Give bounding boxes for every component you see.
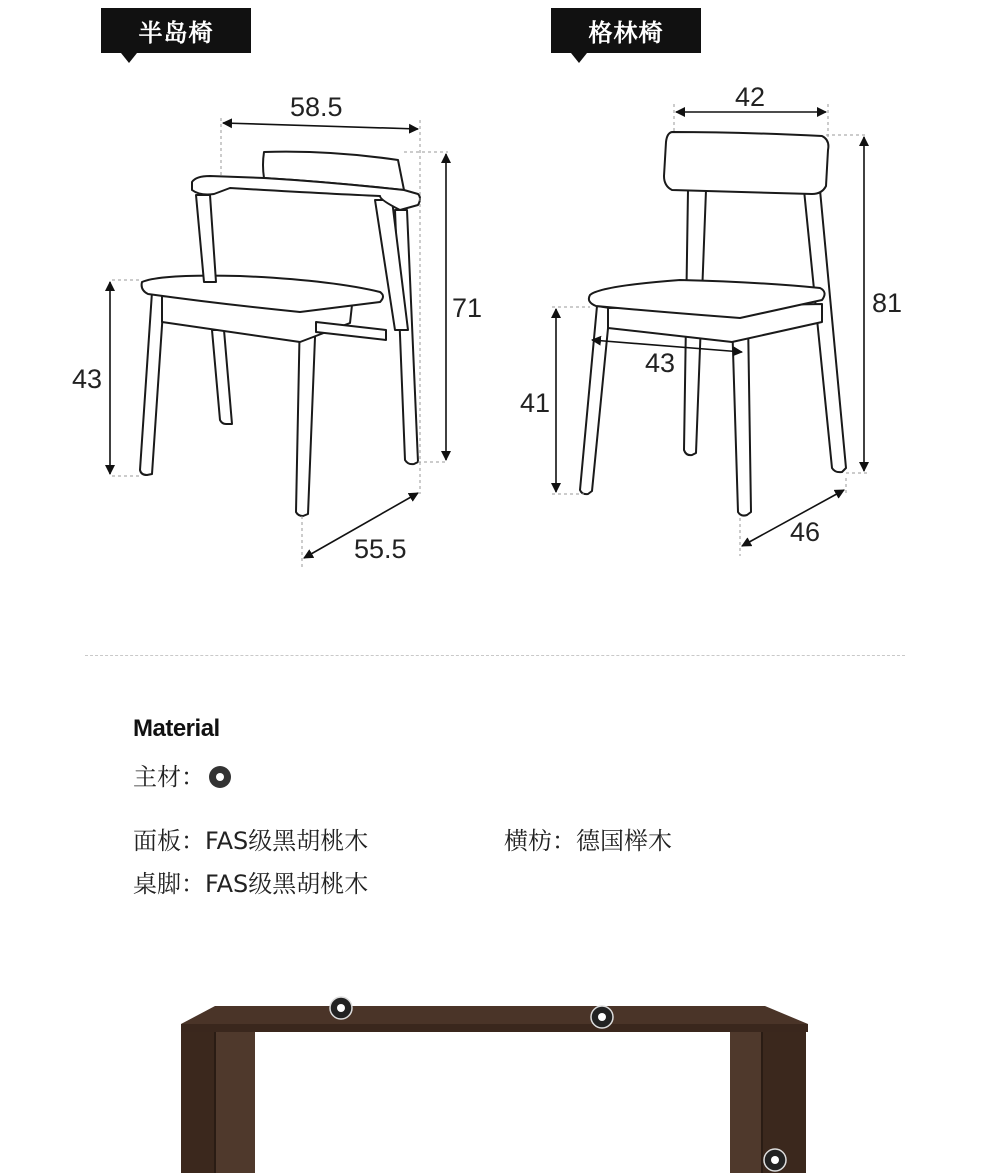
panel-material: 面板：FAS级黑胡桃木 bbox=[133, 827, 369, 855]
right-chair-total-height: 81 bbox=[872, 288, 903, 318]
main-material-line bbox=[133, 757, 231, 792]
section-divider bbox=[85, 655, 905, 656]
left-chair-depth: 55.5 bbox=[354, 534, 407, 564]
left-chair-seat-height: 43 bbox=[72, 364, 103, 394]
right-chair-seat-height: 41 bbox=[520, 388, 551, 418]
peninsula-chair-drawing bbox=[140, 152, 420, 516]
dot-marker-icon bbox=[209, 766, 231, 788]
green-chair-drawing bbox=[580, 132, 846, 516]
chair-name-right: 格林椅 bbox=[588, 19, 664, 47]
crossbar-material: 横枋：德国榉木 bbox=[504, 827, 672, 855]
right-chair-depth: 46 bbox=[790, 517, 821, 547]
left-chair-total-height: 71 bbox=[452, 293, 483, 323]
walnut-table-image bbox=[181, 1006, 808, 1173]
material-title: Material bbox=[133, 715, 220, 742]
chair-name-left: 半岛椅 bbox=[138, 19, 214, 47]
main-material-label: 主材： bbox=[133, 763, 205, 791]
right-chair-width: 42 bbox=[735, 82, 766, 112]
leg-material: 桌脚：FAS级黑胡桃木 bbox=[133, 870, 369, 898]
right-chair-seat-width: 43 bbox=[645, 348, 676, 378]
left-chair-width: 58.5 bbox=[290, 92, 343, 122]
